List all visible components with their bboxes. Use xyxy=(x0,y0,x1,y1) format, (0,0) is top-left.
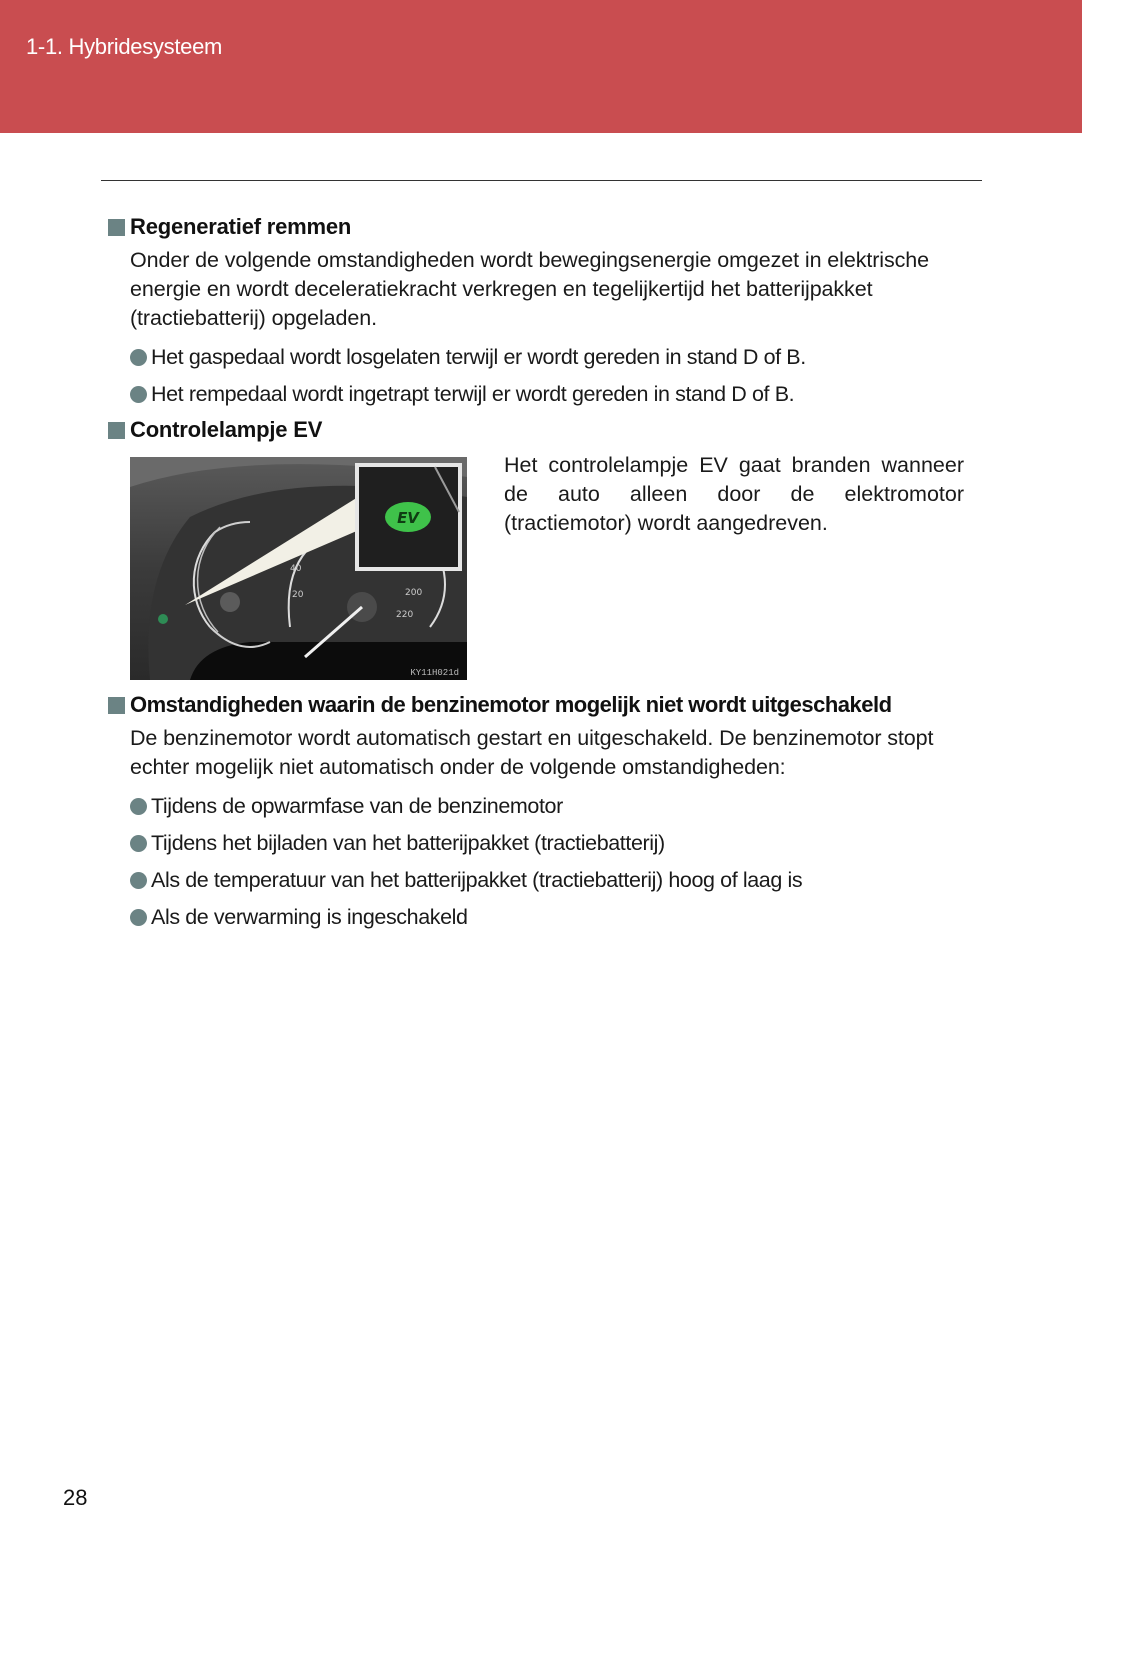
svg-text:20: 20 xyxy=(292,590,304,600)
list-item-text: Als de temperatuur van het batterijpakket (tractiebatterij) hoog of laag is xyxy=(151,868,803,892)
list-item-text: Als de verwarming is ingeschakeld xyxy=(151,905,468,929)
section-engine-not-stopping xyxy=(108,688,978,936)
list-item xyxy=(130,899,978,936)
list-item xyxy=(130,339,978,376)
list-item-text: Tijdens de opwarmfase van de benzinemotor xyxy=(151,794,563,818)
svg-text:200: 200 xyxy=(405,588,423,598)
bullet-list xyxy=(130,788,978,936)
square-bullet-icon xyxy=(108,697,125,714)
list-item xyxy=(130,376,978,413)
square-bullet-icon xyxy=(108,422,125,439)
ev-indicator-icon: EV xyxy=(397,509,419,527)
dashboard-illustration xyxy=(130,457,467,680)
section-heading-text: Controlelampje EV xyxy=(130,417,323,442)
round-bullet-icon xyxy=(130,386,147,403)
round-bullet-icon xyxy=(130,835,147,852)
chapter-header-band xyxy=(0,0,1082,133)
image-id: KY11H021d xyxy=(410,668,459,678)
section-regenerative-braking xyxy=(108,210,978,413)
section-heading xyxy=(108,210,978,244)
bullet-list xyxy=(130,339,978,413)
list-item xyxy=(130,788,978,825)
list-item-text: Het gaspedaal wordt losgelaten terwijl er wordt gereden in stand D of B. xyxy=(151,345,806,369)
section-heading xyxy=(108,688,978,722)
svg-text:220: 220 xyxy=(396,610,414,620)
page-content xyxy=(108,210,978,936)
chapter-title: 1-1. Hybridesysteem xyxy=(26,34,223,59)
section-ev-indicator xyxy=(108,413,978,680)
svg-text:40: 40 xyxy=(290,564,302,574)
section-heading-text: Regeneratief remmen xyxy=(130,214,352,239)
list-item xyxy=(130,862,978,899)
section-paragraph: De benzinemotor wordt automatisch gestart en uitgeschakeld. De benzinemotor stopt echter mogelijk niet automatisch onder de volgende omstandigheden: xyxy=(130,726,934,779)
page-number: 28 xyxy=(63,1485,88,1510)
square-bullet-icon xyxy=(108,219,125,236)
section-heading xyxy=(108,413,978,447)
section-heading-text: Omstandigheden waarin de benzinemotor mogelijk niet wordt uitgeschakeld xyxy=(130,692,892,717)
round-bullet-icon xyxy=(130,798,147,815)
list-item-text: Het rempedaal wordt ingetrapt terwijl er wordt gereden in stand D of B. xyxy=(151,382,795,406)
round-bullet-icon xyxy=(130,909,147,926)
list-item xyxy=(130,825,978,862)
instrument-cluster-icon xyxy=(130,457,467,680)
list-item-text: Tijdens het bijladen van het batterijpakket (tractiebatterij) xyxy=(151,831,665,855)
round-bullet-icon xyxy=(130,872,147,889)
section-paragraph: Onder de volgende omstandigheden wordt bewegingsenergie omgezet in elektrische energie en wordt deceleratiekracht verkregen en tegelijkertijd het batterijpakket (tractiebatterij) opgeladen. xyxy=(130,248,929,330)
horizontal-rule xyxy=(101,180,982,181)
ev-indicator-block xyxy=(130,453,978,680)
section-paragraph: Het controlelampje EV gaat branden wanneer de auto alleen door de elektromotor (tractiemotor) wordt aangedreven. xyxy=(504,453,964,535)
round-bullet-icon xyxy=(130,349,147,366)
